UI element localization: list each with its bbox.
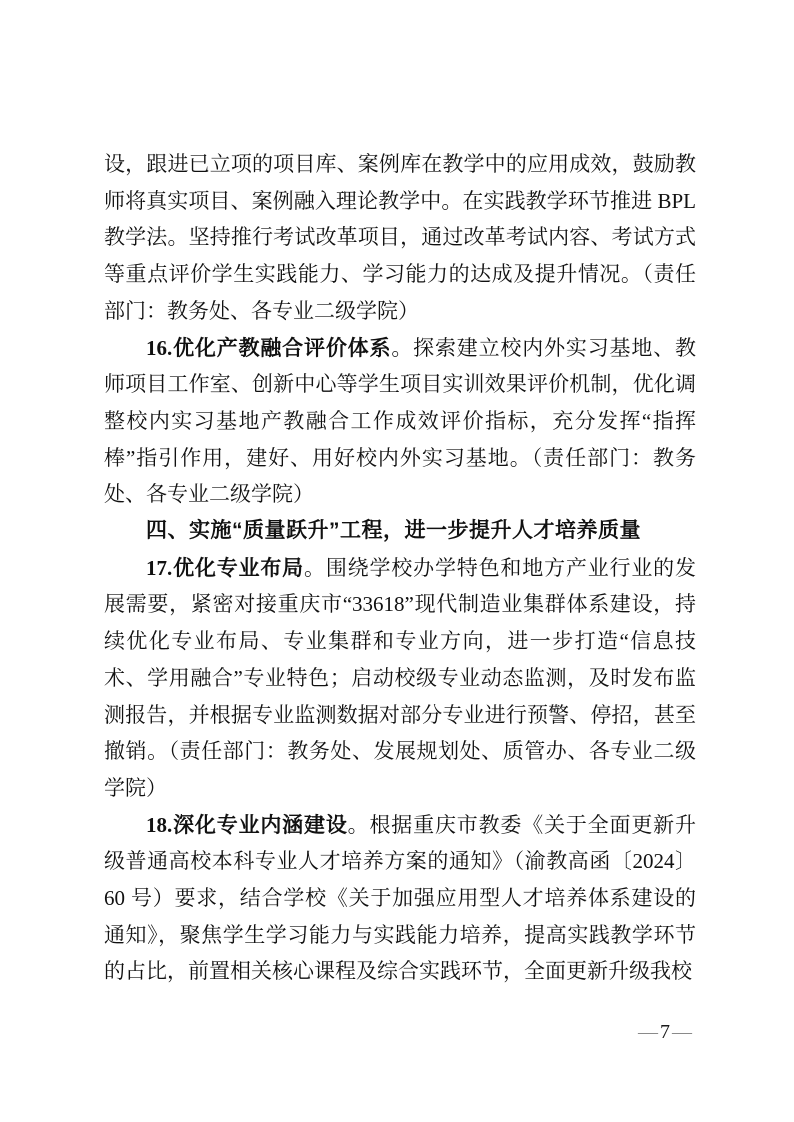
document-body — [104, 146, 696, 990]
paragraph-text: 设，跟进已立项的项目库、案例库在教学中的应用成效，鼓励教师将真实项目、案例融入理论教学中。在实践教学环节推进 BPL 教学法。坚持推行考试改革项目，通过改革考试内容、考试方式等重点评价学生实践能力、学习能力的达成及提升情况。（责任部门：教务处、各专业二级学院） — [104, 152, 696, 323]
paragraph-item-17 — [104, 550, 696, 807]
paragraph-item-16 — [104, 330, 696, 514]
item-18-punct: 。 — [347, 812, 370, 837]
paragraph-item-18 — [104, 807, 696, 991]
page-number-right-dash: — — [672, 1021, 692, 1043]
item-18-label: 18.深化专业内涵建设 — [146, 812, 348, 837]
item-16-text: 探索建立校内外实习基地、教师项目工作室、创新中心等学生项目实训效果评价机制，优化调整校内实习基地产教融合工作成效评价指标，充分发挥“指挥棒”指引作用，建好、用好校内外实习基地。（责任部门：教务处、各专业二级学院） — [104, 335, 697, 507]
item-16-label: 16.优化产教融合评价体系 — [146, 335, 392, 360]
item-18-text: 根据重庆市教委《关于全面更新升级普通高校本科专业人才培养方案的通知》（渝教高函〔2024〕60 号）要求，结合学校《关于加强应用型人才培养体系建设的通知》，聚焦学生学习能力与实践能力培养，提高实践教学环节的占比，前置相关核心课程及综合实践环节，全面更新升级我校 — [104, 812, 697, 984]
page-number: 7 — [660, 1021, 670, 1043]
item-16-punct: 。 — [391, 335, 414, 360]
section-heading-four — [104, 513, 696, 550]
page-number-left-dash: — — [638, 1021, 658, 1043]
item-17-punct: 。 — [304, 555, 326, 580]
paragraph-continuation — [104, 146, 696, 330]
item-17-text: 围绕学校办学特色和地方产业行业的发展需要，紧密对接重庆市“33618”现代制造业集群体系建设，持续优化专业布局、专业集群和专业方向，进一步打造“信息技术、学用融合”专业特色；启动校级专业动态监测，及时发布监测报告，并根据专业监测数据对部分专业进行预警、停招，甚至撤销。（责任部门：教务处、发展规划处、质管办、各专业二级学院） — [104, 555, 697, 800]
item-17-label: 17.优化专业布局 — [146, 555, 305, 580]
page-footer — [0, 1018, 692, 1046]
section-heading-text: 四、实施“质量跃升”工程，进一步提升人才培养质量 — [146, 519, 641, 543]
